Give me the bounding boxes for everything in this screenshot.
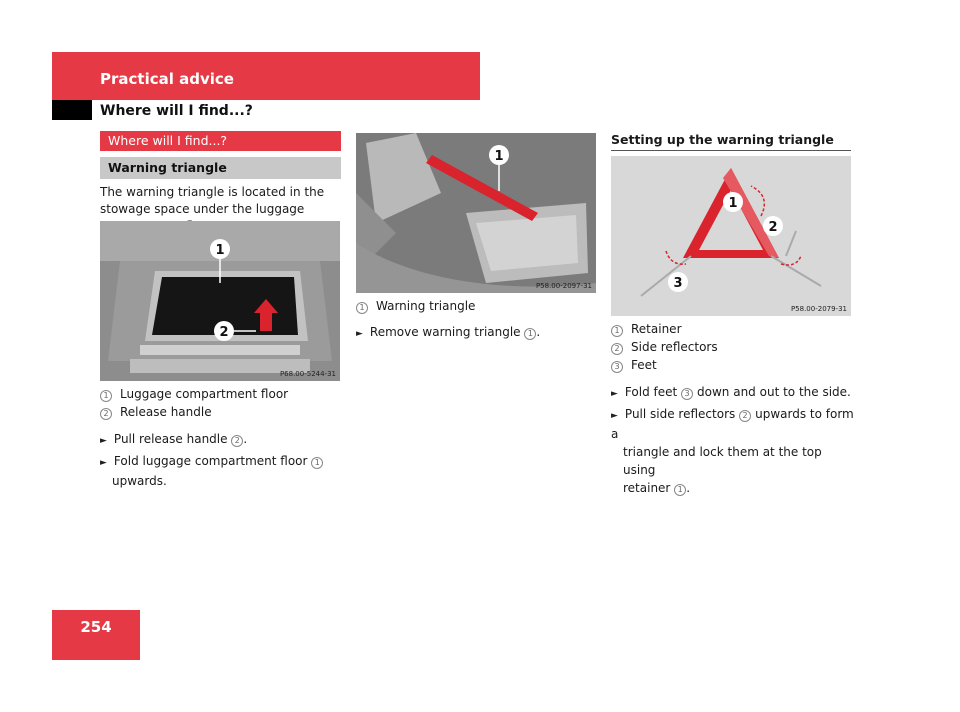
legend-list	[356, 297, 598, 315]
instruction-list	[611, 383, 857, 497]
instruction-step: ► Fold feet 3 down and out to the side.	[611, 385, 851, 399]
instruction-step: ► Pull release handle 2 .	[100, 432, 248, 446]
instruction-step: ► Remove warning triangle 1 .	[356, 325, 541, 339]
instruction-step-cont: retainer 1 .	[623, 481, 691, 495]
image-code: P58.00-2079-31	[790, 305, 847, 313]
callout-2: 2	[768, 220, 778, 235]
legend-item: 2 Release handle	[100, 403, 342, 421]
luggage-compartment-photo	[100, 221, 340, 381]
intro-text: The warning triangle is located in the stowage space under the luggage	[100, 185, 325, 216]
legend-item: 3 Feet	[611, 356, 853, 374]
callout-1: 1	[494, 149, 504, 164]
topic-bar: Warning triangle	[100, 157, 341, 179]
warning-triangle-photo	[611, 156, 851, 316]
legend-item: 2 Side reflectors	[611, 338, 853, 356]
header-marker	[52, 100, 92, 120]
setup-heading: Setting up the warning triangle	[611, 132, 851, 151]
subsection-title: Where will I find...?	[100, 103, 253, 119]
legend-item: 1 Warning triangle	[356, 297, 598, 315]
instruction-step-cont: triangle and lock them at the top using	[623, 445, 822, 477]
callout-2: 2	[219, 325, 229, 340]
instruction-list	[100, 430, 342, 490]
legend-item: 1 Luggage compartment floor	[100, 385, 342, 403]
image-code: P58.00-2097-31	[535, 282, 592, 290]
callout-1: 1	[728, 196, 738, 211]
image-code: P68.00-5244-31	[279, 370, 336, 378]
page-number: 254	[80, 618, 112, 636]
callout-1: 1	[215, 243, 225, 258]
instruction-step: ► Fold luggage compartment floor 1	[100, 452, 342, 472]
callout-3: 3	[673, 276, 683, 291]
section-bar: Where will I find...?	[100, 131, 341, 151]
section-title: Practical advice	[100, 70, 234, 88]
legend-item: 1 Retainer	[611, 320, 853, 338]
legend-list	[611, 320, 853, 374]
instruction-step: ► Pull side reflectors 2 upwards to form a	[611, 407, 854, 441]
stowage-space-photo	[356, 133, 596, 293]
instruction-list	[356, 323, 598, 343]
legend-list	[100, 385, 342, 421]
instruction-step-cont: upwards.	[112, 474, 167, 488]
